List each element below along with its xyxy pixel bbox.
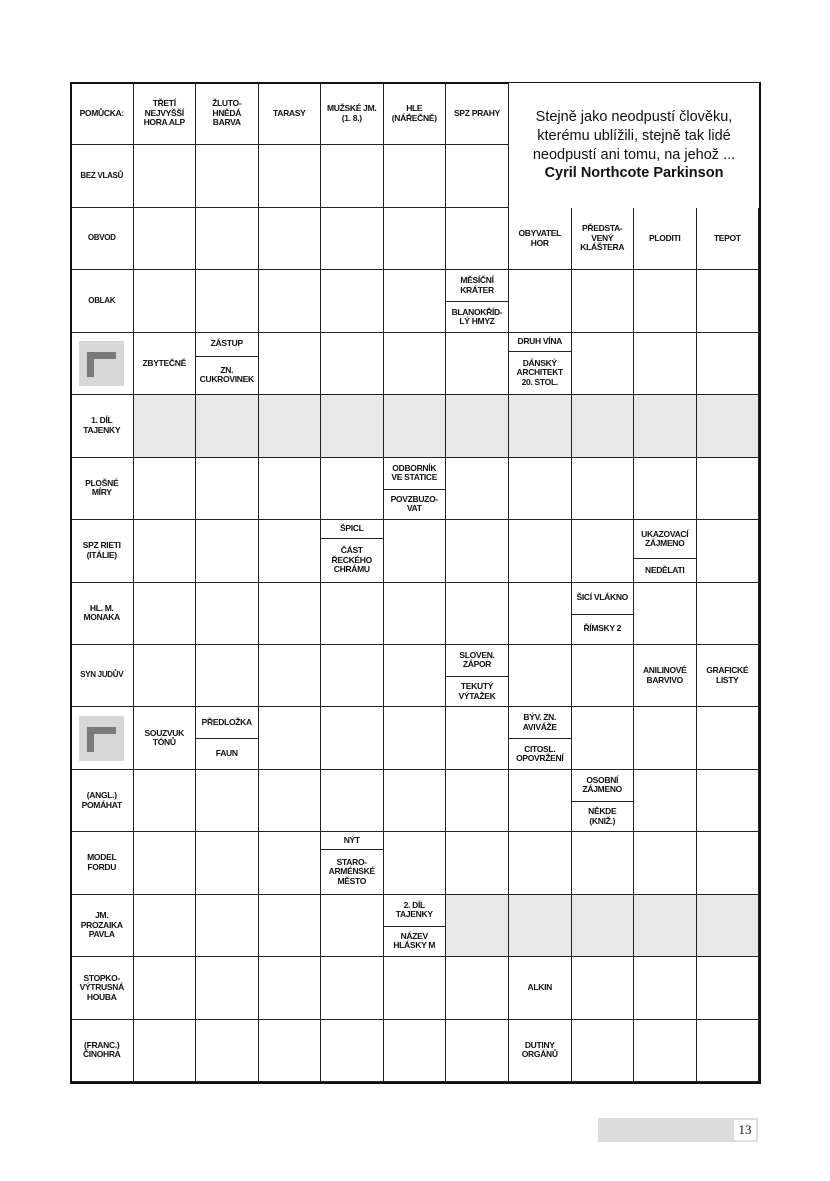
answer-cell[interactable] xyxy=(446,770,509,832)
answer-cell[interactable] xyxy=(634,395,697,457)
clue-divider xyxy=(321,849,384,850)
answer-cell[interactable] xyxy=(572,395,635,457)
answer-cell[interactable] xyxy=(196,957,259,1019)
answer-cell[interactable] xyxy=(196,895,259,957)
answer-cell[interactable] xyxy=(321,895,384,957)
answer-cell[interactable] xyxy=(259,707,322,769)
answer-cell[interactable] xyxy=(259,1020,322,1082)
answer-cell[interactable] xyxy=(572,645,635,707)
answer-cell[interactable] xyxy=(321,145,384,207)
answer-cell[interactable] xyxy=(259,270,322,332)
inner-clue: ŠICÍ VLÁKNO xyxy=(572,583,634,614)
answer-cell[interactable] xyxy=(697,895,760,957)
answer-cell[interactable] xyxy=(697,770,760,832)
row-clue: JM. PROZAIKA PAVLA xyxy=(71,895,133,956)
header-clue: TŘETÍ NEJVYŠŠÍ HORA ALP xyxy=(134,83,196,144)
header-clue: HLE (NÁŘEČNĚ) xyxy=(384,83,446,144)
answer-cell[interactable] xyxy=(259,333,322,395)
inner-clue: NĚKDE (KNIŽ.) xyxy=(572,802,634,831)
answer-cell[interactable] xyxy=(259,832,322,894)
page-footer-bar xyxy=(598,1118,758,1142)
clue-divider xyxy=(509,738,572,739)
inner-clue: DÁNSKÝ ARCHITEKT 20. STOL. xyxy=(509,352,571,394)
answer-cell[interactable] xyxy=(321,583,384,645)
answer-cell[interactable] xyxy=(321,957,384,1019)
row-clue: HL. M. MONAKA xyxy=(71,583,133,644)
answer-cell[interactable] xyxy=(259,395,322,457)
answer-cell[interactable] xyxy=(572,957,635,1019)
clue-divider xyxy=(446,301,509,302)
answer-cell[interactable] xyxy=(321,333,384,395)
answer-cell[interactable] xyxy=(384,770,447,832)
answer-cell[interactable] xyxy=(446,395,509,457)
answer-cell[interactable] xyxy=(572,270,635,332)
answer-cell[interactable] xyxy=(134,770,197,832)
inner-clue: ZBYTEČNĚ xyxy=(134,333,196,394)
header-clue: ŽLUTO- HNĚDÁ BARVA xyxy=(196,83,258,144)
answer-cell[interactable] xyxy=(446,583,509,645)
inner-clue: ŘÍMSKY 2 xyxy=(572,615,634,644)
answer-cell[interactable] xyxy=(196,583,259,645)
inner-clue: PŘEDSTA- VENÝ KLÁŠTERA xyxy=(572,208,634,269)
inner-clue: NÁZEV HLÁSKY M xyxy=(384,927,446,956)
inner-clue: TEKUTÝ VÝTAŽEK xyxy=(446,677,508,706)
answer-cell[interactable] xyxy=(134,395,197,457)
corner-arrow-shape xyxy=(79,341,124,386)
answer-cell[interactable] xyxy=(634,770,697,832)
answer-cell[interactable] xyxy=(196,1020,259,1082)
answer-cell[interactable] xyxy=(572,458,635,520)
row-clue: MODEL FORDU xyxy=(71,832,133,893)
answer-cell[interactable] xyxy=(196,208,259,270)
answer-cell[interactable] xyxy=(134,458,197,520)
answer-cell[interactable] xyxy=(384,145,447,207)
clue-divider xyxy=(196,738,259,739)
inner-clue: CITOSL. OPOVRŽENÍ xyxy=(509,739,571,768)
answer-cell[interactable] xyxy=(134,270,197,332)
row-clue: 1. DÍL TAJENKY xyxy=(71,395,133,456)
answer-cell[interactable] xyxy=(196,645,259,707)
answer-cell[interactable] xyxy=(259,957,322,1019)
row-clue: OBVOD xyxy=(71,208,133,269)
page-number: 13 xyxy=(734,1120,756,1140)
answer-cell[interactable] xyxy=(572,333,635,395)
answer-cell[interactable] xyxy=(697,957,760,1019)
clue-divider xyxy=(634,558,697,559)
answer-cell[interactable] xyxy=(259,895,322,957)
answer-cell[interactable] xyxy=(572,895,635,957)
answer-cell[interactable] xyxy=(259,520,322,582)
answer-cell[interactable] xyxy=(509,520,572,582)
answer-cell[interactable] xyxy=(384,520,447,582)
answer-cell[interactable] xyxy=(697,520,760,582)
answer-cell[interactable] xyxy=(634,1020,697,1082)
clue-divider xyxy=(572,801,635,802)
row-clue: SPZ RIETI (ITÁLIE) xyxy=(71,520,133,581)
answer-cell[interactable] xyxy=(196,145,259,207)
answer-cell[interactable] xyxy=(259,645,322,707)
answer-cell[interactable] xyxy=(259,208,322,270)
inner-clue: ČÁST ŘECKÉHO CHRÁMU xyxy=(321,539,383,581)
header-clue: POMŮCKA: xyxy=(71,83,133,144)
answer-cell[interactable] xyxy=(196,520,259,582)
inner-clue: TEPOT xyxy=(697,208,759,269)
answer-cell[interactable] xyxy=(634,458,697,520)
row-clue: (ANGL.) POMÁHAT xyxy=(71,770,133,831)
answer-cell[interactable] xyxy=(509,645,572,707)
inner-clue: DRUH VÍNA xyxy=(509,333,571,351)
answer-cell[interactable] xyxy=(509,395,572,457)
answer-cell[interactable] xyxy=(509,583,572,645)
answer-cell[interactable] xyxy=(509,270,572,332)
clue-divider xyxy=(384,926,447,927)
inner-clue: NEDĚLATI xyxy=(634,559,696,581)
answer-cell[interactable] xyxy=(572,1020,635,1082)
clue-divider xyxy=(384,489,447,490)
corner-arrow-icon xyxy=(71,707,133,768)
answer-cell[interactable] xyxy=(509,895,572,957)
answer-cell[interactable] xyxy=(384,1020,447,1082)
inner-clue: SLOVEN. ZÁPOR xyxy=(446,645,508,676)
answer-cell[interactable] xyxy=(134,583,197,645)
inner-clue: NÝT xyxy=(321,832,383,849)
answer-cell[interactable] xyxy=(446,707,509,769)
answer-cell[interactable] xyxy=(697,395,760,457)
answer-cell[interactable] xyxy=(446,145,509,207)
row-clue: STOPKO- VÝTRUSNÁ HOUBA xyxy=(71,957,133,1018)
inner-clue: 2. DÍL TAJENKY xyxy=(384,895,446,926)
answer-cell[interactable] xyxy=(634,832,697,894)
inner-clue: ALKIN xyxy=(509,957,571,1018)
answer-cell[interactable] xyxy=(446,895,509,957)
clue-divider xyxy=(446,676,509,677)
answer-cell[interactable] xyxy=(384,270,447,332)
answer-cell[interactable] xyxy=(134,832,197,894)
answer-cell[interactable] xyxy=(134,520,197,582)
header-clue: TARASY xyxy=(259,83,321,144)
answer-cell[interactable] xyxy=(384,832,447,894)
quote-author: Cyril Northcote Parkinson xyxy=(544,165,724,182)
inner-clue: OBYVATEL HOR xyxy=(509,208,571,269)
answer-cell[interactable] xyxy=(259,145,322,207)
answer-cell[interactable] xyxy=(384,645,447,707)
inner-clue: STARO- ARMÉNSKÉ MĚSTO xyxy=(321,850,383,893)
answer-cell[interactable] xyxy=(321,208,384,270)
answer-cell[interactable] xyxy=(634,583,697,645)
answer-cell[interactable] xyxy=(697,583,760,645)
answer-cell[interactable] xyxy=(196,270,259,332)
answer-cell[interactable] xyxy=(134,208,197,270)
answer-cell[interactable] xyxy=(446,957,509,1019)
answer-cell[interactable] xyxy=(134,1020,197,1082)
row-clue: SYN JUDŮV xyxy=(71,645,133,706)
row-clue: (FRANC.) ČINOHRA xyxy=(71,1020,133,1081)
answer-cell[interactable] xyxy=(697,333,760,395)
answer-cell[interactable] xyxy=(384,707,447,769)
answer-cell[interactable] xyxy=(634,270,697,332)
crossword-grid xyxy=(71,83,759,1082)
clue-divider xyxy=(509,351,572,352)
corner-arrow-shape xyxy=(79,716,124,761)
answer-cell[interactable] xyxy=(446,832,509,894)
header-clue: MUŽSKÉ JM. (1. 8.) xyxy=(321,83,383,144)
answer-cell[interactable] xyxy=(196,458,259,520)
answer-cell[interactable] xyxy=(697,1020,760,1082)
answer-cell[interactable] xyxy=(196,832,259,894)
answer-cell[interactable] xyxy=(446,1020,509,1082)
inner-clue: ANILINOVÉ BARVIVO xyxy=(634,645,696,706)
inner-clue: ŠPICL xyxy=(321,520,383,538)
inner-clue: ZÁSTUP xyxy=(196,333,258,356)
answer-cell[interactable] xyxy=(446,520,509,582)
inner-clue: BLANOKŘÍD- LÝ HMYZ xyxy=(446,302,508,331)
inner-clue: SOUZVUK TÓNŮ xyxy=(134,707,196,768)
answer-cell[interactable] xyxy=(634,895,697,957)
answer-cell[interactable] xyxy=(384,395,447,457)
answer-cell[interactable] xyxy=(572,832,635,894)
corner-arrow-icon xyxy=(71,333,133,394)
row-clue: BEZ VLASŮ xyxy=(71,145,133,206)
answer-cell[interactable] xyxy=(321,770,384,832)
answer-cell[interactable] xyxy=(509,458,572,520)
row-clue: OBLAK xyxy=(71,270,133,331)
answer-cell[interactable] xyxy=(134,645,197,707)
answer-cell[interactable] xyxy=(634,333,697,395)
inner-clue: OSOBNÍ ZÁJMENO xyxy=(572,770,634,801)
answer-cell[interactable] xyxy=(446,208,509,270)
header-clue: SPZ PRAHY xyxy=(446,83,508,144)
answer-cell[interactable] xyxy=(321,395,384,457)
answer-cell[interactable] xyxy=(384,208,447,270)
answer-cell[interactable] xyxy=(572,520,635,582)
answer-cell[interactable] xyxy=(196,770,259,832)
inner-clue: MĚSÍČNÍ KRÁTER xyxy=(446,270,508,301)
inner-clue: ODBORNÍK VE STATICE xyxy=(384,458,446,489)
answer-cell[interactable] xyxy=(634,707,697,769)
quote-text: Stejně jako neodpustí člověku, kterému ublížili, stejně tak lidé neodpustí ani tomu, na jehož ... xyxy=(532,109,736,163)
answer-cell[interactable] xyxy=(697,707,760,769)
inner-clue: ZN. CUKROVINEK xyxy=(196,357,258,394)
inner-clue: POVZBUZO- VAT xyxy=(384,490,446,519)
answer-cell[interactable] xyxy=(572,707,635,769)
answer-cell[interactable] xyxy=(384,583,447,645)
answer-cell[interactable] xyxy=(259,458,322,520)
inner-clue: FAUN xyxy=(196,739,258,768)
answer-cell[interactable] xyxy=(196,395,259,457)
answer-cell[interactable] xyxy=(134,895,197,957)
inner-clue: PLODITI xyxy=(634,208,696,269)
inner-clue: UKAZOVACÍ ZÁJMENO xyxy=(634,520,696,558)
answer-cell[interactable] xyxy=(321,707,384,769)
row-clue: PLOŠNÉ MÍRY xyxy=(71,458,133,519)
answer-cell[interactable] xyxy=(321,1020,384,1082)
answer-cell[interactable] xyxy=(259,583,322,645)
inner-clue: PŘEDLOŽKA xyxy=(196,707,258,738)
answer-cell[interactable] xyxy=(697,458,760,520)
answer-cell[interactable] xyxy=(446,458,509,520)
answer-cell[interactable] xyxy=(446,333,509,395)
answer-cell[interactable] xyxy=(134,145,197,207)
inner-clue: BÝV. ZN. AVIVÁŽE xyxy=(509,707,571,738)
answer-cell[interactable] xyxy=(634,957,697,1019)
answer-cell[interactable] xyxy=(697,832,760,894)
clue-divider xyxy=(196,356,259,357)
answer-cell[interactable] xyxy=(509,832,572,894)
answer-cell[interactable] xyxy=(134,957,197,1019)
clue-divider xyxy=(572,614,635,615)
quote-box xyxy=(509,83,759,208)
answer-cell[interactable] xyxy=(509,770,572,832)
answer-cell[interactable] xyxy=(259,770,322,832)
inner-clue: GRAFICKÉ LISTY xyxy=(697,645,759,706)
clue-divider xyxy=(321,538,384,539)
answer-cell[interactable] xyxy=(384,333,447,395)
answer-cell[interactable] xyxy=(321,270,384,332)
answer-cell[interactable] xyxy=(384,957,447,1019)
answer-cell[interactable] xyxy=(321,458,384,520)
inner-clue: DUTINY ORGÁNŮ xyxy=(509,1020,571,1081)
answer-cell[interactable] xyxy=(697,270,760,332)
answer-cell[interactable] xyxy=(321,645,384,707)
